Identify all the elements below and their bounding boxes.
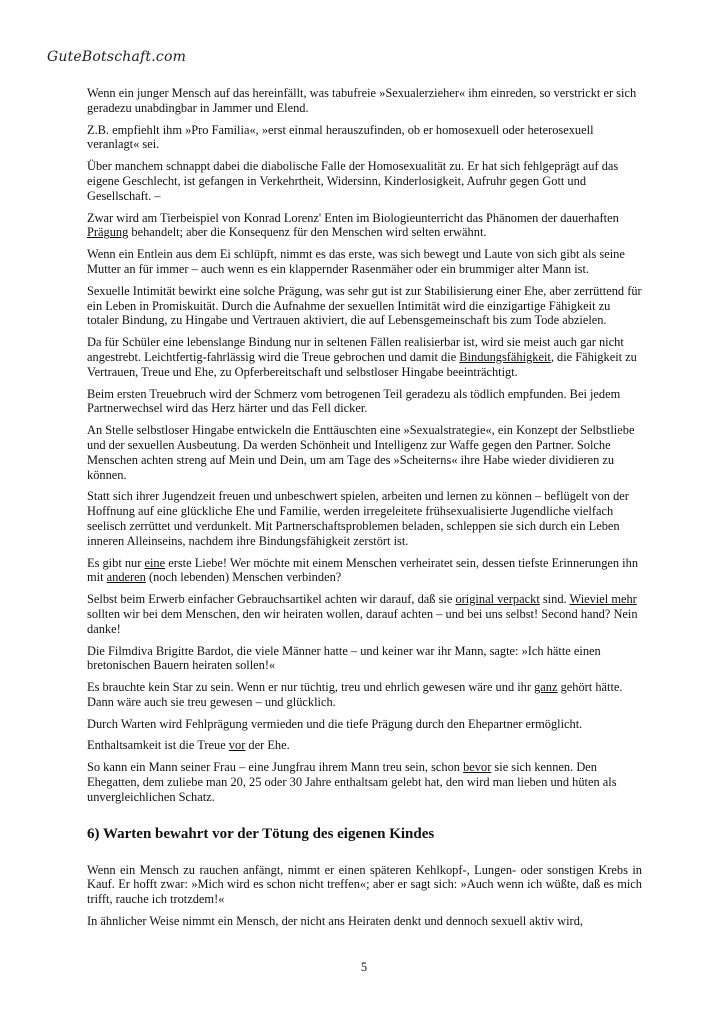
paragraph-text: Sexuelle Intimität bewirkt eine solche Prägung, was sehr gut ist zur Stabilisierung einer Ehe, aber zerrüttend für ein Leben in Promiskuität. Durch die Aufnahme der sexuellen Intimität wird die einzigartige Fähigkeit zu totaler Bindung, zu Hingabe und Vertrauen aktiviert, die auf Lebensgemeinschaft bis zum Tode abzielen. — [87, 283, 642, 328]
paragraph-text: sollten wir bei dem Menschen, den wir heiraten wollen, darauf achten – und bei uns selbst! Second hand? Nein danke! — [87, 606, 638, 636]
paragraph-text: Wenn ein junger Mensch auf das hereinfällt, was tabufreie »Sexualerzieher« ihm einreden, so verstrickt er sich geradezu unabdingbar in Jammer und Elend. — [87, 86, 637, 115]
paragraph — [87, 760, 642, 804]
paragraph-text: Enthaltsamkeit ist die Treue — [87, 738, 229, 753]
paragraph: In ähnlicher Weise nimmt ein Mensch, der nicht ans Heiraten denkt und dennoch sexuell aktiv wird, — [87, 914, 583, 929]
underlined-term: Bindungsfähigkeit — [459, 349, 551, 364]
paragraph — [87, 335, 642, 379]
paragraph — [87, 159, 642, 203]
underlined-term: anderen — [106, 570, 146, 585]
paragraph-text: Wenn ein Entlein aus dem Ei schlüpft, nimmt es das erste, was sich bewegt und Laute von sich gibt als seine Mutter an für immer – auch wenn es ein klappernder Rasenmäher oder ein brummiger alter Mann ist. — [87, 247, 625, 276]
paragraph-text: gehört hätte. Dann wäre auch sie treu gewesen – und glücklich. — [87, 680, 623, 709]
paragraph — [87, 592, 642, 636]
paragraph-text: der Ehe. — [245, 738, 290, 753]
site-header: GuteBotschaft.com — [47, 49, 187, 65]
underlined-term: bevor — [463, 760, 492, 775]
paragraph-text: Statt sich ihrer Jugendzeit freuen und unbeschwert spielen, arbeiten und lernen zu können – beflügelt von der Hoffnung auf eine glückliche Ehe und Familie, werden irregeleitete frühsexualisierte Jugendliche vielfach seelisch zerrüttet und verdunkelt. Mit Partnerschaftsproblemen beladen, schleppen sie sich durch ein Leben inneren Alleinseins, nachdem ihre Bindungsfähigkeit zerstört ist. — [87, 489, 629, 548]
paragraph — [87, 717, 642, 732]
paragraph — [87, 489, 642, 548]
paragraph-text: sie sich kennen. Den Ehegatten, dem zuliebe man 20, 25 oder 30 Jahre enthaltsam gelebt hat, den wird man lieben und hüten als unvergleichlichen Schatz. — [87, 760, 617, 804]
underlined-term: eine — [144, 555, 166, 570]
underlined-term: original verpackt — [455, 592, 540, 607]
paragraph-text: Es gibt nur — [87, 555, 145, 570]
paragraph-text: (noch lebenden) Menschen verbinden? — [145, 570, 342, 585]
paragraph-text: Über manchem schnappt dabei die diabolische Falle der Homosexualität zu. Er hat sich fehlgeprägt auf das eigene Geschlecht, ist gefangen in Verkehrtheit, Widersinn, Kinderlosigkeit, Aufruhr gegen Gott und Gesellschaft. – — [87, 159, 619, 203]
section-heading: 6) Warten bewahrt vor der Tötung des eigenen Kindes — [87, 825, 435, 842]
paragraph — [87, 247, 642, 277]
paragraph-text: sind. — [539, 592, 570, 607]
paragraph — [87, 644, 642, 674]
paragraph-text: Zwar wird am Tierbeispiel von Konrad Lorenz' Enten im Biologieunterricht das Phänomen der dauerhaften — [87, 210, 619, 225]
paragraph — [87, 86, 642, 116]
underlined-term: Prägung — [87, 225, 129, 240]
paragraph-text: erste Liebe! Wer möchte mit einem Menschen verheiratet sein, dessen tiefste Erinnerungen ihn mit — [87, 555, 639, 585]
page-number: 5 — [360, 960, 368, 974]
paragraph — [87, 284, 642, 328]
paragraph-text: Beim ersten Treuebruch wird der Schmerz vom betrogenen Teil geradezu als tödlich empfunden. Bei jedem Partnerwechsel wird das Herz härter und das Fell dicker. — [87, 386, 621, 416]
paragraph-text: Durch Warten wird Fehlprägung vermieden und die tiefe Prägung durch den Ehepartner ermöglicht. — [87, 716, 583, 731]
paragraph: Wenn ein Mensch zu rauchen anfängt, nimmt er einen späteren Kehlkopf-, Lungen- oder sonstigen Krebs in Kauf. Er hofft zwar: »Mich wird es schon nicht treffen«; aber er sagt sich: »Auch wenn ich wüßte, daß es mich trifft, rauche ich trotzdem!« — [87, 862, 642, 907]
paragraph-text: Z.B. empfiehlt ihm »Pro Familia«, »erst einmal herauszufinden, ob er homosexuell oder heterosexuell veranlagt« sei. — [87, 122, 594, 152]
paragraph — [87, 387, 642, 417]
paragraph-text: Es brauchte kein Star zu sein. Wenn er nur tüchtig, treu und ehrlich gewesen wäre und ihr — [87, 680, 535, 695]
underlined-term: vor — [228, 738, 246, 753]
paragraph — [87, 123, 642, 153]
paragraph — [87, 680, 642, 710]
underlined-term: Wieviel mehr — [569, 592, 637, 607]
paragraph-text: An Stelle selbstloser Hingabe entwickeln die Enttäuschten eine »Sexualstrategie«, ein Konzept der Selbstliebe und der sexuellen Ausbeutung. Da werden Schönheit und Intelligenz zur Waffe gegen den Partner. Solche Menschen achten streng auf Mein und Dein, um am Tage des »Scheiterns« ihre Habe wieder dividieren zu können. — [87, 423, 635, 482]
paragraph-text: Da für Schüler eine lebenslange Bindung nur in seltenen Fällen realisierbar ist, wird sie meist auch gar nicht angestrebt. Leichtfertig-fahrlässig wird die Treue gebrochen und damit die — [87, 335, 624, 364]
paragraph — [87, 211, 642, 241]
paragraph — [87, 738, 642, 753]
document-body — [87, 86, 642, 936]
paragraph-text: So kann ein Mann seiner Frau – eine Jungfrau ihrem Mann treu sein, schon — [87, 760, 464, 775]
paragraph-text: Die Filmdiva Brigitte Bardot, die viele Männer hatte – und keiner war ihr Mann, sagte: »Ich hätte einen bretonischen Bauern heiraten sollen!« — [87, 643, 601, 673]
paragraph-text: behandelt; aber die Konsequenz für den Menschen wird selten erwähnt. — [128, 225, 487, 240]
underlined-term: ganz — [534, 680, 558, 695]
paragraph-text: Selbst beim Erwerb einfacher Gebrauchsartikel achten wir darauf, daß sie — [87, 592, 456, 607]
paragraph-text: , die Fähigkeit zu Vertrauen, Treue und Ehe, zu Opferbereitschaft und selbstloser Hingabe beeinträchtigt. — [87, 349, 637, 379]
paragraph — [87, 556, 642, 586]
paragraph — [87, 423, 642, 482]
